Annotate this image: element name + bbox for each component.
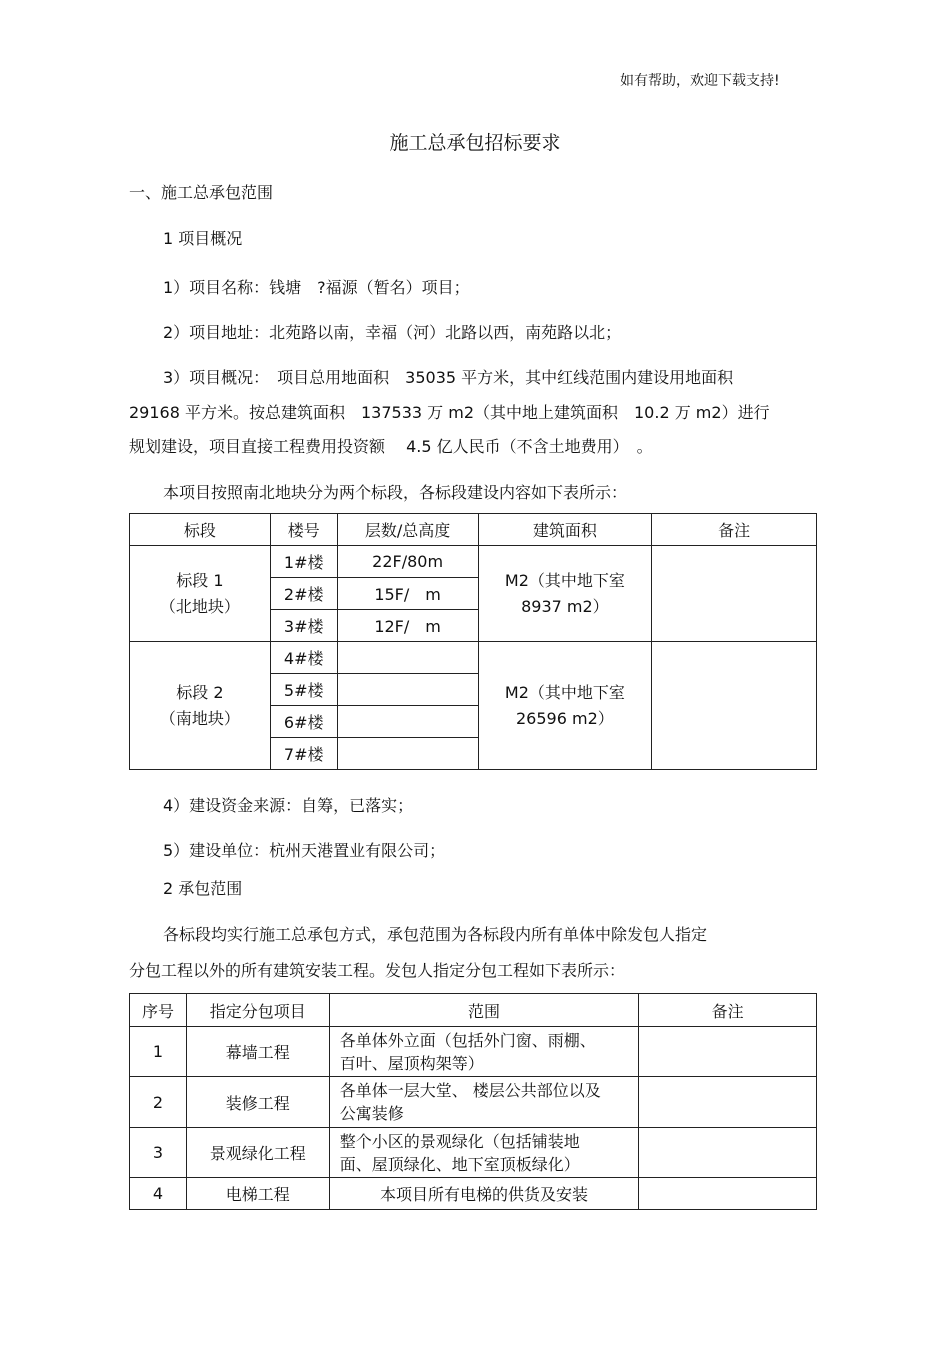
- scope-paragraph-line1: 各标段均实行施工总承包方式，承包范围为各标段内所有单体中除发包人指定: [163, 925, 708, 944]
- section-cell: [130, 642, 271, 770]
- table-row: [130, 1027, 817, 1077]
- paragraph-item4: 4）建设资金来源：自筹，已落实；: [163, 796, 414, 815]
- paragraph-item3-line1: 3）项目概况： 项目总用地面积 35035 平方米，其中红线范围内建设用地面积: [163, 368, 734, 387]
- building-cell: 6#楼: [270, 706, 337, 738]
- table-header-cell: 备注: [652, 514, 817, 546]
- page-title: 施工总承包招标要求: [389, 132, 561, 154]
- table-header-cell: 标段: [130, 514, 271, 546]
- scope-paragraph-line2: 分包工程以外的所有建筑安装工程。发包人指定分包工程如下表所示：: [129, 961, 626, 980]
- building-cell: 1#楼: [270, 546, 337, 578]
- scope-cell: 本项目所有电梯的供货及安装: [329, 1178, 639, 1210]
- section-name: 标段 1: [176, 570, 224, 590]
- table-header-cell: 备注: [639, 994, 817, 1027]
- scope-cell: [329, 1128, 639, 1178]
- subcontract-item: 电梯工程: [186, 1178, 329, 1210]
- section-cell: [130, 546, 271, 642]
- table-header-cell: 指定分包项目: [186, 994, 329, 1027]
- table-header-row: [130, 514, 817, 546]
- scope-line: 各单体外立面（包括外门窗、雨棚、: [339, 1030, 596, 1050]
- scope-line: 各单体一层大堂、 楼层公共部位以及: [339, 1081, 601, 1100]
- area-line: M2（其中地下室: [504, 570, 625, 590]
- table-row: [130, 1128, 817, 1178]
- sections-table: [129, 513, 817, 770]
- subsection-heading: 2 承包范围: [163, 879, 243, 898]
- building-cell: 4#楼: [270, 642, 337, 674]
- header-note: 如有帮助，欢迎下载支持!: [620, 73, 780, 89]
- section-subname: （南地块）: [159, 708, 240, 728]
- row-number: 2: [130, 1077, 187, 1128]
- floors-cell: 15F/ m: [337, 578, 478, 610]
- subcontract-item: 装修工程: [186, 1077, 329, 1128]
- scope-line: 百叶、屋顶构架等）: [339, 1053, 484, 1073]
- table-header-cell: 层数/总高度: [337, 514, 478, 546]
- subsection-heading: 1 项目概况: [163, 229, 243, 248]
- remark-cell: [652, 546, 817, 642]
- paragraph-item1: 1）项目名称：钱塘 ?福源（暂名）项目；: [163, 278, 470, 297]
- remark-cell: [639, 1027, 817, 1077]
- floors-cell: [337, 706, 478, 738]
- table-header-cell: 范围: [329, 994, 639, 1027]
- scope-cell: [329, 1077, 639, 1128]
- paragraph-item5: 5）建设单位：杭州天港置业有限公司；: [163, 841, 446, 860]
- subcontract-item: 景观绿化工程: [186, 1128, 329, 1178]
- table1-intro: 本项目按照南北地块分为两个标段，各标段建设内容如下表所示：: [163, 483, 628, 502]
- table-header-cell: 序号: [130, 994, 187, 1027]
- paragraph-item2: 2）项目地址：北苑路以南，幸福（河）北路以西，南苑路以北；: [163, 323, 622, 342]
- scope-line: 整个小区的景观绿化（包括铺装地: [339, 1131, 580, 1151]
- table-row: [130, 1178, 817, 1210]
- remark-cell: [652, 642, 817, 770]
- floors-cell: 12F/ m: [337, 610, 478, 642]
- area-cell: [478, 642, 652, 770]
- floors-cell: [337, 674, 478, 706]
- floors-cell: [337, 738, 478, 770]
- table-header-cell: 楼号: [270, 514, 337, 546]
- scope-line: 公寓装修: [339, 1104, 404, 1123]
- floors-cell: 22F/80m: [337, 546, 478, 578]
- subcontract-table: [129, 993, 817, 1210]
- subcontract-item: 幕墙工程: [186, 1027, 329, 1077]
- scope-cell: [329, 1027, 639, 1077]
- row-number: 4: [130, 1178, 187, 1210]
- table-row: [130, 642, 817, 674]
- section-heading: 一、施工总承包范围: [129, 183, 274, 202]
- table-header-row: [130, 994, 817, 1027]
- section-subname: （北地块）: [159, 596, 240, 616]
- scope-line: 面、屋顶绿化、地下室顶板绿化）: [339, 1154, 580, 1174]
- building-cell: 7#楼: [270, 738, 337, 770]
- table-row: [130, 546, 817, 578]
- remark-cell: [639, 1178, 817, 1210]
- building-cell: 3#楼: [270, 610, 337, 642]
- area-cell: [478, 546, 652, 642]
- row-number: 3: [130, 1128, 187, 1178]
- table-row: [130, 1077, 817, 1128]
- paragraph-item3-line2: 29168 平方米。按总建筑面积 137533 万 m2（其中地上建筑面积 10.2 万 m2）进行: [129, 403, 770, 422]
- remark-cell: [639, 1077, 817, 1128]
- paragraph-item3-line3: 规划建设，项目直接工程费用投资额 4.5 亿人民币（不含土地费用） 。: [129, 437, 653, 456]
- remark-cell: [639, 1128, 817, 1178]
- section-name: 标段 2: [176, 682, 224, 702]
- row-number: 1: [130, 1027, 187, 1077]
- area-line: M2（其中地下室: [504, 682, 625, 702]
- floors-cell: [337, 642, 478, 674]
- building-cell: 5#楼: [270, 674, 337, 706]
- area-line: 26596 m2）: [516, 708, 614, 728]
- area-line: 8937 m2）: [521, 596, 609, 616]
- building-cell: 2#楼: [270, 578, 337, 610]
- table-header-cell: 建筑面积: [478, 514, 652, 546]
